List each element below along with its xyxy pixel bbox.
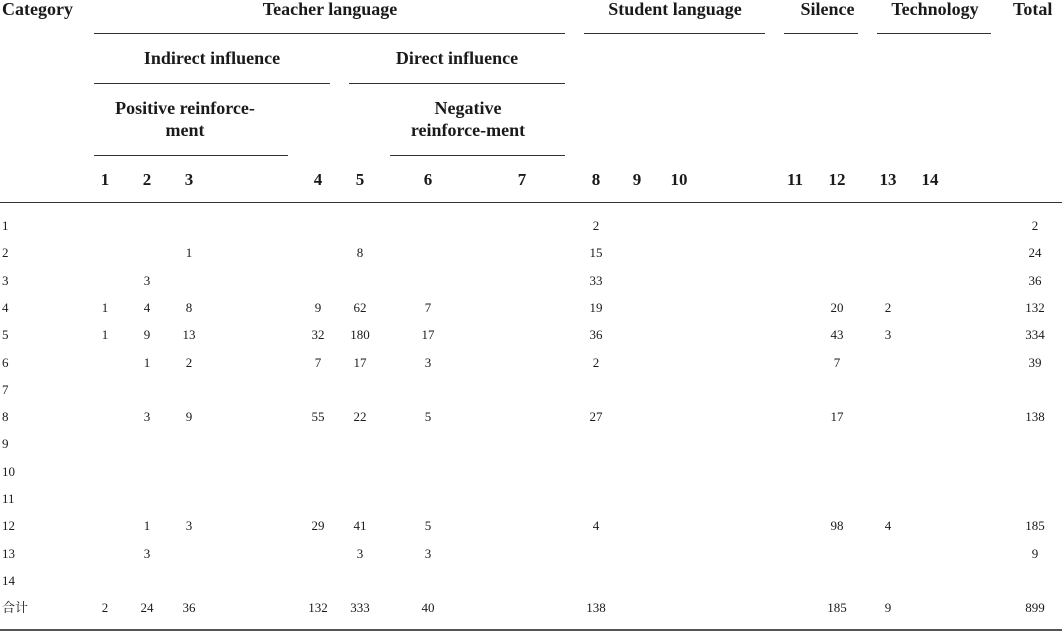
table-cell: 7 [424,300,432,315]
header-student-language: Student language [608,0,742,19]
column-number-12: 12 [828,170,846,189]
row-label: 3 [2,273,9,288]
table-cell: 29 [311,518,325,533]
header-category: Category [2,0,73,19]
table-cell: 7 [833,355,841,370]
table-cell: 17 [353,355,367,370]
table-cell: 55 [311,409,325,424]
column-number-9: 9 [632,170,642,189]
row-total: 138 [1025,409,1045,424]
row-total: 132 [1025,300,1045,315]
rule-direct-influence [349,83,565,84]
table-cell: 3 [424,546,432,561]
table-cell: 24 [140,600,154,615]
table-cell: 1 [143,355,151,370]
table-cell: 1 [101,327,109,342]
rule-silence [784,33,858,34]
table-cell: 180 [350,327,370,342]
table-cell: 40 [421,600,435,615]
table-cell: 3 [143,409,151,424]
rule-indirect-influence [94,83,330,84]
table-cell: 333 [350,600,370,615]
table-cell: 98 [830,518,844,533]
table-cell: 1 [101,300,109,315]
table-cell: 132 [308,600,328,615]
table-cell: 5 [424,518,432,533]
table-cell: 17 [830,409,844,424]
table-cell: 3 [424,355,432,370]
rule-negative-reinforcement [390,155,565,156]
column-number-5: 5 [355,170,365,189]
table-cell: 9 [185,409,193,424]
table-cell: 4 [884,518,892,533]
table-cell: 2 [592,355,600,370]
row-total: 36 [1028,273,1042,288]
column-number-10: 10 [670,170,688,189]
row-label: 8 [2,409,9,424]
table-cell: 2 [185,355,193,370]
column-number-4: 4 [313,170,323,189]
header-direct-influence: Direct influence [395,48,519,68]
header-teacher-language: Teacher language [262,0,398,19]
row-total: 24 [1028,245,1042,260]
column-number-3: 3 [184,170,194,189]
table-cell: 22 [353,409,367,424]
table-cell: 32 [311,327,325,342]
row-label: 13 [2,546,15,561]
row-total: 185 [1025,518,1045,533]
table-cell: 8 [356,245,364,260]
column-number-1: 1 [100,170,110,189]
table-cell: 3 [356,546,364,561]
table-cell: 2 [592,218,600,233]
table-cell: 41 [353,518,367,533]
row-label: 7 [2,382,9,397]
row-label: 12 [2,518,15,533]
row-label: 9 [2,436,9,451]
table-cell: 185 [827,600,847,615]
table-cell: 2 [884,300,892,315]
column-number-13: 13 [879,170,897,189]
header-technology: Technology [891,0,979,19]
table-cell: 9 [884,600,892,615]
table-cell: 33 [589,273,603,288]
table-cell: 3 [143,273,151,288]
row-label: 1 [2,218,9,233]
row-total: 2 [1031,218,1039,233]
table-cell: 20 [830,300,844,315]
table-cell: 3 [884,327,892,342]
row-label: 14 [2,573,15,588]
rule-teacher-language [94,33,565,34]
rule-table-bottom [0,629,1062,631]
header-negative-reinforcement: Negative reinforce-ment [410,98,526,140]
column-number-11: 11 [786,170,804,189]
table-cell: 7 [314,355,322,370]
rule-technology [877,33,991,34]
table-cell: 4 [143,300,151,315]
header-positive-reinforcement: Positive reinforce-ment [115,98,255,140]
header-silence: Silence [800,0,855,19]
rule-positive-reinforcement [94,155,288,156]
table-cell: 9 [314,300,322,315]
rule-student-language [584,33,765,34]
table-cell: 15 [589,245,603,260]
table-cell: 13 [182,327,196,342]
table-cell: 4 [592,518,600,533]
column-number-8: 8 [591,170,601,189]
row-total: 334 [1025,327,1045,342]
table-cell: 43 [830,327,844,342]
table-cell: 2 [101,600,109,615]
table-cell: 19 [589,300,603,315]
row-label: 10 [2,464,15,479]
table-cell: 62 [353,300,367,315]
row-label: 5 [2,327,9,342]
table-cell: 1 [185,245,193,260]
table-cell: 138 [586,600,606,615]
table-cell: 8 [185,300,193,315]
row-label: 2 [2,245,9,260]
table-cell: 5 [424,409,432,424]
row-label: 11 [2,491,15,506]
table-cell: 3 [143,546,151,561]
column-number-6: 6 [423,170,433,189]
row-label: 4 [2,300,9,315]
row-label: 6 [2,355,9,370]
row-total: 899 [1025,600,1045,615]
header-indirect-influence: Indirect influence [143,48,281,68]
rule-header-bottom [0,202,1062,203]
table-cell: 1 [143,518,151,533]
table-cell: 9 [143,327,151,342]
row-total: 9 [1031,546,1039,561]
table-cell: 3 [185,518,193,533]
column-number-14: 14 [921,170,939,189]
row-total: 39 [1028,355,1042,370]
column-number-2: 2 [142,170,152,189]
column-number-7: 7 [517,170,527,189]
table-cell: 36 [182,600,196,615]
row-label: 合计 [2,600,29,615]
table-cell: 17 [421,327,435,342]
table-cell: 36 [589,327,603,342]
table-cell: 27 [589,409,603,424]
header-total: Total [1013,0,1053,19]
